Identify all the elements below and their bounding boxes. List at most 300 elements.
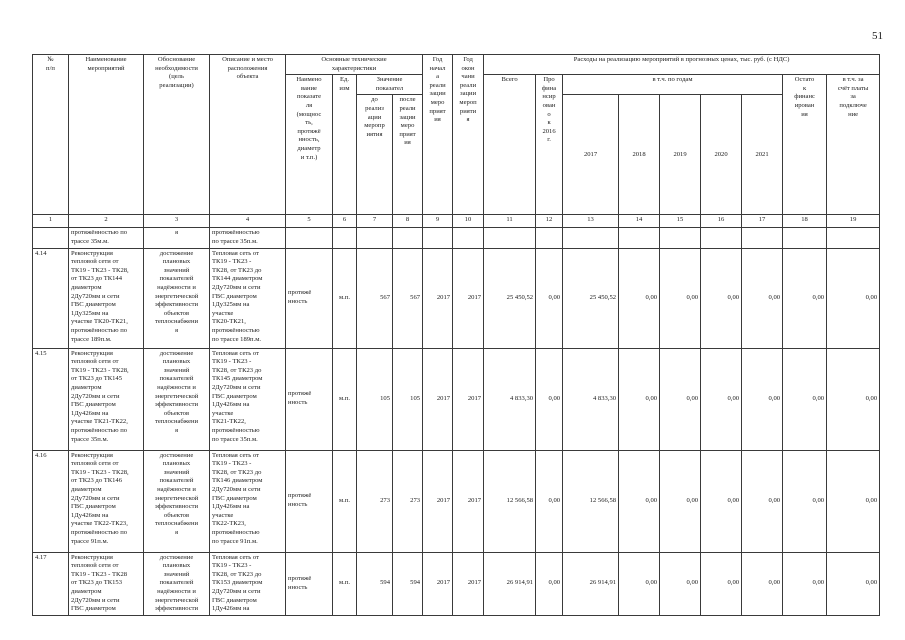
column-number-14: 14 [619,215,660,228]
column-number-17: 17 [742,215,783,228]
cell-line: энергетической [154,596,199,604]
row-2020: 0,00 [701,450,742,552]
cell-line: 1Ду426мм на [212,503,250,511]
cell-line: 2Ду720мм и сети [212,383,261,391]
cell-line: № [47,56,54,63]
cell-line: (мощнос [296,110,322,118]
row-name [69,348,144,450]
cell-line: ТК19 - ТК23 - [212,562,252,570]
cell-line: г. [547,136,551,144]
header-name [69,55,144,215]
row-2018: 0,00 [619,348,660,450]
cell-line: 1Ду426мм на [71,511,109,519]
cell-line: я [174,326,179,334]
cont-description [210,228,286,248]
row-2020: 0,00 [701,248,742,348]
row-2017: 12 566,58 [563,450,619,552]
cell-line: в т.ч. за [842,76,864,84]
cell-line: Ед. [339,76,350,84]
row-2019: 0,00 [660,450,701,552]
cell-line: надёжности и [157,485,196,493]
cell-line: участке [212,309,234,317]
cell-line: протяжё [288,492,312,500]
cell-line: нность [288,298,308,306]
cell-line: 2Ду720мм и сети [212,587,261,595]
row-2017: 25 450,52 [563,248,619,348]
table-row [33,552,880,615]
header-year-2017: 2017 [563,95,619,215]
cell-line: эффективности [154,503,199,511]
cell-line: ТК21-ТК22, [212,418,246,426]
row-description [210,450,286,552]
row-no: 4.15 [33,348,69,450]
cell-line: ТК28, от ТК23 до [212,266,262,274]
cell-line: эффективности [154,401,199,409]
header-by-years: в т.ч. по годам [563,75,783,95]
cell-line: от ТК23 до ТК146 [71,477,123,485]
row-2021: 0,00 [742,348,783,450]
row-justification [144,348,210,450]
row-total: 12 566,58 [484,450,536,552]
cell-line: участке ТК20-ТК21, [71,318,128,326]
cell-line: 1Ду325мм на [71,309,109,317]
cell-line: 2Ду720мм и сети [71,494,120,502]
cell-line: плановых [162,460,191,468]
cell-line: тепловой сети от [71,460,119,468]
cont-justification [144,228,210,248]
cell-line: показателей [159,579,194,587]
cell-line: Реконструкция [71,249,113,257]
cell-line: ия [434,116,441,124]
row-2020: 0,00 [701,552,742,615]
cell-line: тепловой сети от [71,562,119,570]
cell-line: Значение [376,76,403,84]
cell-line: я [174,229,179,237]
row-year-end: 2017 [453,552,484,615]
cell-line: Реконструкция [71,451,113,459]
cell-line: достижение [159,451,194,459]
column-number-12: 12 [536,215,563,228]
cell-line: теплоснабжени [154,318,199,326]
cell-line: нсир [542,93,556,101]
row-2019: 0,00 [660,552,701,615]
cell-line: ГВС диаметром [212,494,257,502]
cont-name [69,228,144,248]
column-number-8: 8 [393,215,423,228]
cell-line: показателей [159,375,194,383]
header-year-2021: 2021 [742,95,783,215]
row-2018: 0,00 [619,552,660,615]
cell-line: финанс [794,93,815,101]
cell-line: ТК153 диаметром [212,579,263,587]
cell-line: нность, [298,136,320,144]
row-description [210,348,286,450]
cell-line: значений [163,468,190,476]
cell-line: участке ТК21-ТК22, [71,418,128,426]
row-connection: 0,00 [827,552,880,615]
page-number: 51 [872,30,883,42]
cell-line: характеристики [331,64,377,72]
cell-line: по трассе 91п.м. [212,537,258,545]
row-remaining: 0,00 [783,450,827,552]
cell-line: объектов [163,409,190,417]
row-unit: м.п. [333,348,357,450]
row-no: 4.17 [33,552,69,615]
continuation-row [33,228,880,248]
column-number-10: 10 [453,215,484,228]
header-year-end [453,55,484,215]
column-number-5: 5 [286,215,333,228]
cell-line: 2Ду720мм и сети [71,596,120,604]
header-description [210,55,286,215]
row-2018: 0,00 [619,450,660,552]
cell-line: п/п [46,64,55,72]
cell-line: зации [399,113,416,121]
cell-line: ТК144 диаметром [212,275,263,283]
row-financed: 0,00 [536,552,563,615]
row-unit: м.п. [333,450,357,552]
cell-line: 1Ду426мм на [212,605,250,613]
cell-line: Тепловая сеть от [212,249,260,257]
cell-line: мероприятий [87,64,125,72]
cell-line: рияти [459,107,477,115]
cell-line: эффективности [154,301,199,309]
cell-line: за [850,93,856,101]
cell-line: показателей [159,477,194,485]
cell-line: значений [163,570,190,578]
cell-line: реали [459,81,477,89]
cell-line: ия [404,139,411,147]
cell-line: энергетической [154,494,199,502]
column-number-15: 15 [660,215,701,228]
row-no: 4.14 [33,248,69,348]
cell-line: ля [305,101,313,109]
row-financed: 0,00 [536,248,563,348]
cell-line: ия [801,110,808,118]
cell-line: трассе 91п.м. [71,537,109,545]
row-year-end: 2017 [453,348,484,450]
row-year-end: 2017 [453,450,484,552]
cell-line: ть, [305,119,313,127]
header-connection-fee [827,75,880,215]
cell-line: изм [339,84,350,92]
cell-line: (цель [169,73,184,81]
row-year-start: 2017 [423,552,453,615]
row-justification [144,450,210,552]
cell-line: значений [163,366,190,374]
header-remaining [783,75,827,215]
cell-line: счёт платы [837,84,869,92]
cell-line: Обоснование [157,56,196,63]
row-total: 4 833,30 [484,348,536,450]
row-value-after: 567 [393,248,423,348]
cell-line: протяжённостью [212,326,260,334]
cell-line: необходимости [155,64,198,72]
cell-line: ТК19 - ТК23 - ТК28 [71,570,128,578]
cell-line: реали [399,104,416,112]
table-row [33,348,880,450]
cell-line: нность [288,583,308,591]
row-value-before: 567 [357,248,393,348]
cell-line: 1Ду426мм на [212,401,250,409]
cell-line: протяжё [297,127,321,135]
cell-line: диаметром [71,587,102,595]
row-connection: 0,00 [827,348,880,450]
header-year-start [423,55,453,215]
cell-line: ТК22-ТК23, [212,520,246,528]
column-number-19: 19 [827,215,880,228]
cell-line: протяжённостью [212,229,260,237]
cell-line: 2016 [542,127,556,135]
cell-line: показател [375,84,404,92]
cell-line: тепловой сети от [71,258,119,266]
cell-line: ГВС диаметром [71,401,116,409]
cell-line: прият [429,107,446,115]
cell-line: ГВС диаметром [212,596,257,604]
cell-line: ТК19 - ТК23 - [212,460,252,468]
cell-line: Описание и место [222,56,273,63]
cell-line: ГВС диаметром [71,503,116,511]
cell-line: энергетической [154,292,199,300]
row-total: 26 914,91 [484,552,536,615]
row-remaining: 0,00 [783,552,827,615]
cell-line: Наименование [85,56,127,63]
row-2020: 0,00 [701,348,742,450]
cell-line: по трассе 35п.м. [212,237,258,245]
cell-line: зации [429,90,446,98]
cell-line: к [547,119,551,127]
row-financed: 0,00 [536,348,563,450]
column-number-4: 4 [210,215,286,228]
cell-line: протяжённостью по [71,326,128,334]
cell-line: ТК20-ТК21, [212,318,246,326]
header-year-2020: 2020 [701,95,742,215]
header-indicator-name [286,75,333,215]
cell-line: и т.п.) [300,153,318,161]
cell-line: достижение [159,249,194,257]
row-value-after: 594 [393,552,423,615]
row-remaining: 0,00 [783,348,827,450]
cell-line: плановых [162,258,191,266]
cell-line: протяжённостью по [71,426,128,434]
row-no: 4.16 [33,450,69,552]
cell-line: я [174,528,179,536]
cell-line: вание [301,84,317,92]
cell-line: Год [463,56,473,63]
row-connection: 0,00 [827,248,880,348]
cell-line: от ТК23 до ТК144 [71,275,123,283]
cell-line: протяжё [288,575,312,583]
row-justification [144,552,210,615]
cell-line: Остато [794,76,815,84]
header-value-after [393,95,423,215]
cell-line: 2Ду720мм и сети [212,485,261,493]
header-year-2018: 2018 [619,95,660,215]
cell-line: прият [399,130,416,138]
column-number-3: 3 [144,215,210,228]
cell-line: достижение [159,349,194,357]
header-no [33,55,69,215]
header-unit [333,75,357,215]
cell-line: ГВС диаметром [212,292,257,300]
cell-line: ТК28, от ТК23 до [212,366,262,374]
cell-line: показате [296,93,322,101]
header-financed [536,75,563,215]
row-description [210,552,286,615]
row-2021: 0,00 [742,552,783,615]
row-indicator [286,348,333,450]
cell-line: ТК19 - ТК23 - ТК28, [71,266,129,274]
cell-line: 2Ду720мм и сети [71,392,120,400]
row-name [69,248,144,348]
row-justification [144,248,210,348]
cell-line: трассе 35м.м. [71,237,109,245]
cell-line: ации [367,113,382,121]
cell-line: надёжности и [157,383,196,391]
row-year-end: 2017 [453,248,484,348]
cell-line: нность [288,399,308,407]
cell-line: ГВС диаметром [71,301,116,309]
table-row [33,248,880,348]
column-number-6: 6 [333,215,357,228]
cell-line: протяжённостью по [71,229,128,237]
column-number-7: 7 [357,215,393,228]
cell-line: Год [432,56,443,63]
cell-line: ТК19 - ТК23 - [212,258,252,266]
header-total: Всего [484,75,536,215]
row-2017: 26 914,91 [563,552,619,615]
header-value-group [357,75,423,95]
cell-line: объекта [236,73,259,81]
row-year-start: 2017 [423,450,453,552]
row-financed: 0,00 [536,450,563,552]
cell-line: Тепловая сеть от [212,553,260,561]
cell-line: надёжности и [157,283,196,291]
cell-line: протяжё [288,390,312,398]
cell-line: диаметром [71,485,102,493]
cell-line: меропр [364,122,385,130]
header-value-before [357,95,393,215]
header-justification [144,55,210,215]
header-tech-group [286,55,423,75]
cell-line: по трассе 35п.м. [212,435,258,443]
table-row [33,450,880,552]
cell-line: реализации) [159,81,194,89]
cell-line: участке [212,511,234,519]
cell-line: ТК19 - ТК23 - [212,358,252,366]
cell-line: реали [429,81,446,89]
cell-line: тепловой сети от [71,358,119,366]
cell-line: ТК28, от ТК23 до [212,468,262,476]
cell-line: начал [429,64,446,72]
cell-line: теплоснабжени [154,520,199,528]
row-connection: 0,00 [827,450,880,552]
column-number-1: 1 [33,215,69,228]
cell-line: Основные технические [321,56,387,63]
cell-line: меро [400,122,415,130]
cell-line: 2Ду720мм и сети [71,292,120,300]
cell-line: по трассе 189п.м. [212,335,262,343]
cell-line: протяжё [288,289,312,297]
cell-line: к [802,84,807,92]
cell-line: участке [212,409,234,417]
cont-no [33,228,69,248]
cell-line: Тепловая сеть от [212,451,260,459]
cell-line: от ТК23 до ТК145 [71,375,123,383]
cell-line: ТК146 диаметром [212,477,263,485]
cell-line: плановых [162,358,191,366]
row-year-start: 2017 [423,248,453,348]
cell-line: ирован [794,101,815,109]
cell-line: иятия [366,130,383,138]
column-number-18: 18 [783,215,827,228]
cell-line: ТК28, от ТК23 до [212,570,262,578]
cell-line: Про [543,76,555,84]
row-indicator [286,552,333,615]
row-2018: 0,00 [619,248,660,348]
cell-line: реализ [365,104,384,112]
cell-line: плановых [162,562,191,570]
cell-line: ован [542,101,556,109]
cell-line: подключе [839,101,867,109]
row-name [69,552,144,615]
cell-line: зации [459,90,477,98]
row-unit: м.п. [333,552,357,615]
cell-line: ТК145 диаметром [212,375,263,383]
row-2021: 0,00 [742,450,783,552]
cell-line: Реконструкция [71,553,113,561]
row-description [210,248,286,348]
header-year-2019: 2019 [660,95,701,215]
cell-line: эффективности [154,605,199,613]
cell-line: диаметр [297,144,321,152]
cell-line: я [466,116,470,124]
cell-line: ГВС диаметром [71,605,116,613]
cell-line: показателей [159,275,194,283]
header-cost-group: Расходы на реализацию мероприятий в прогнозных ценах, тыс. руб. (с НДС) [484,55,880,75]
row-value-before: 105 [357,348,393,450]
cell-line: а [436,73,440,81]
cell-line: надёжности и [157,587,196,595]
cell-line: чани [461,73,475,81]
cell-line: объектов [163,511,190,519]
row-2019: 0,00 [660,348,701,450]
row-value-after: 273 [393,450,423,552]
row-value-after: 105 [393,348,423,450]
cell-line: расположения [227,64,268,72]
row-name [69,450,144,552]
column-number-2: 2 [69,215,144,228]
cell-line: ние [848,110,859,118]
cell-line: фина [541,84,557,92]
row-total: 25 450,52 [484,248,536,348]
cell-line: о [547,110,551,118]
cell-line: 1Ду325мм на [212,301,250,309]
column-number-11: 11 [484,215,536,228]
cell-line: меро [430,98,445,106]
row-indicator [286,450,333,552]
cell-line: протяжённостью [212,426,260,434]
cell-line: объектов [163,309,190,317]
row-remaining: 0,00 [783,248,827,348]
cell-line: значений [163,266,190,274]
cell-line: диаметром [71,383,102,391]
cell-line: нность [288,501,308,509]
cell-line: до [371,96,378,104]
cell-line: трассе 189п.м. [71,335,112,343]
row-2021: 0,00 [742,248,783,348]
cell-line: после [399,96,416,104]
